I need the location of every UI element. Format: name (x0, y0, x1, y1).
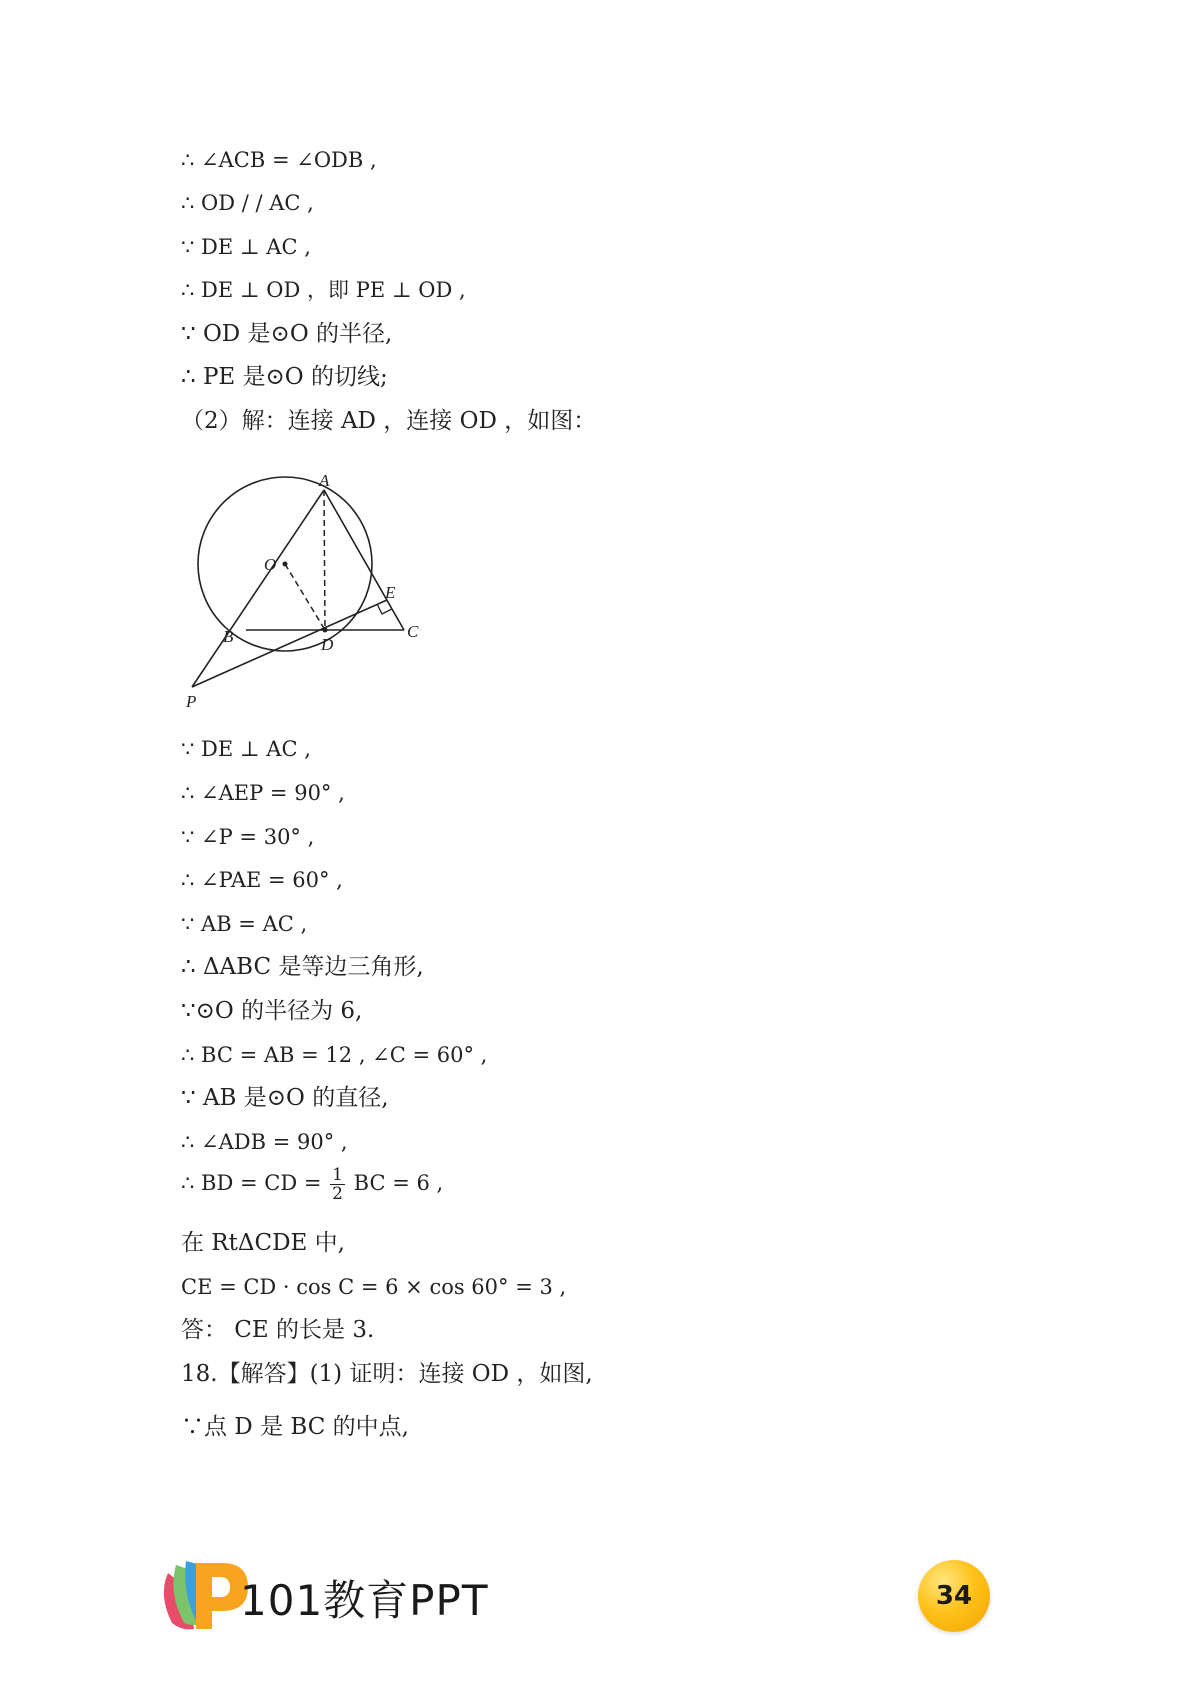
text-line: ∵ DE ⊥ AC , (181, 737, 311, 761)
text-line: ∴ ∠ADB = 90° , (181, 1130, 348, 1154)
text-line: ∵ AB = AC , (181, 912, 308, 936)
text-line: （2）解：连接 AD ，连接 OD ，如图： (181, 408, 597, 434)
segment-ad-dashed (324, 490, 325, 630)
text-line: ∴ ∠ACB = ∠ODB , (181, 148, 377, 172)
label-e: E (385, 583, 396, 602)
text-line: ∵ DE ⊥ AC , (181, 235, 311, 259)
point-o (283, 562, 288, 567)
geometry-diagram (178, 470, 448, 730)
text-line: 答： CE 的长是 3. (181, 1317, 375, 1343)
text-line: 在 RtΔCDE 中, (181, 1230, 345, 1256)
fraction-prefix: ∴ BD = CD = (181, 1171, 322, 1195)
label-d: D (321, 635, 334, 654)
label-b: B (223, 627, 234, 646)
text-line: ∴ ∠AEP = 90° , (181, 781, 345, 805)
text-line: ∴ BC = AB = 12 , ∠C = 60° , (181, 1043, 488, 1067)
text-line: 18.【解答】(1) 证明：连接 OD ，如图, (181, 1361, 593, 1387)
brand-name: 101教育PPT (240, 1576, 489, 1625)
fraction-line (181, 1166, 443, 1203)
page-number-badge (918, 1560, 990, 1632)
text-line: ∵ AB 是⊙O 的直径, (181, 1085, 389, 1111)
label-o: O (264, 555, 277, 574)
text-line: ∵ OD 是⊙O 的半径, (181, 321, 393, 347)
point-d (323, 628, 328, 633)
text-line: ∵点 D 是 BC 的中点, (181, 1414, 409, 1440)
text-line: ∴ PE 是⊙O 的切线; (181, 364, 388, 390)
text-line: ∵⊙O 的半径为 6, (181, 998, 363, 1024)
page-number: 34 (935, 1581, 973, 1611)
label-p: P (186, 692, 197, 711)
segment-od-dashed (285, 564, 325, 630)
fraction (330, 1166, 345, 1203)
text-line: ∵ ∠P = 30° , (181, 825, 315, 849)
label-c: C (407, 622, 419, 641)
text-line: ∴ OD / / AC , (181, 191, 314, 215)
text-line: ∴ ∠PAE = 60° , (181, 868, 343, 892)
fraction-suffix: BC = 6 , (353, 1171, 444, 1195)
text-line: ∴ DE ⊥ OD ，即 PE ⊥ OD , (181, 278, 466, 302)
label-a: A (319, 471, 330, 490)
fraction-denominator: 2 (332, 1184, 343, 1204)
fraction-numerator: 1 (332, 1165, 343, 1185)
text-line: CE = CD · cos C = 6 × cos 60° = 3 , (181, 1275, 567, 1299)
text-line: ∴ ΔABC 是等边三角形, (181, 954, 424, 980)
